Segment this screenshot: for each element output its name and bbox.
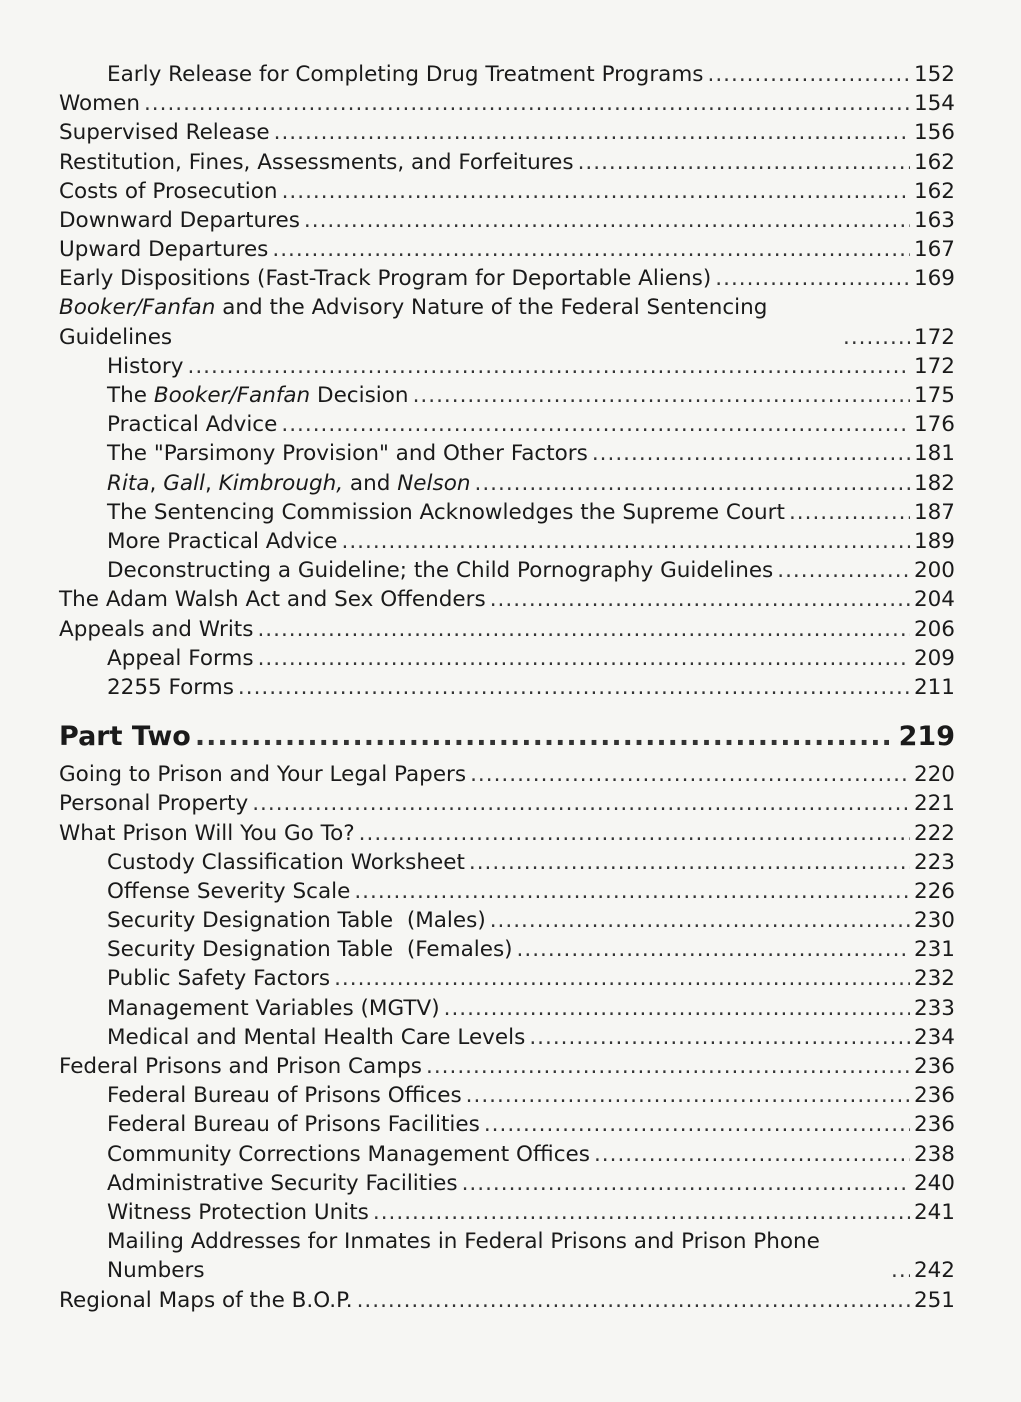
dot-leader [334, 964, 910, 993]
toc-page-number: 234 [913, 1024, 955, 1050]
toc-title-segment: Personal Property [59, 791, 249, 817]
toc-entry-title [59, 760, 466, 789]
toc-part-heading [59, 714, 955, 760]
toc-page-number: 236 [913, 1054, 955, 1079]
toc-title-segment: Restitution, Fines, Assessments, and Forfeitures [59, 149, 574, 175]
toc-page-number: 152 [913, 61, 955, 87]
toc-entry [59, 789, 955, 818]
dot-leader [359, 819, 910, 848]
toc-entry [59, 1227, 955, 1285]
toc-title-segment: , [149, 470, 164, 496]
toc-entry [59, 935, 955, 964]
toc-title-segment: Custody Classification Worksheet [107, 849, 465, 875]
toc-page-number: 162 [913, 149, 955, 175]
toc-title-segment: Community Corrections Management Offices [107, 1141, 590, 1167]
toc-page-number: 187 [913, 499, 955, 525]
toc-entry-title [107, 964, 330, 993]
toc-page-number: 204 [913, 587, 955, 613]
dot-leader [466, 1081, 910, 1110]
dot-leader [282, 177, 910, 206]
toc-entry-title [107, 877, 350, 906]
toc-title-segment: Federal Prisons and Prison Camps [59, 1054, 423, 1079]
toc-entry [59, 148, 955, 177]
dot-leader [517, 935, 910, 964]
dot-leader [342, 527, 910, 556]
toc-entry-title [107, 60, 704, 89]
toc-entry-title [59, 118, 270, 147]
toc-title-segment: Offense Severity Scale [107, 878, 351, 904]
toc-entry [59, 527, 955, 556]
toc-title-segment: What Prison Will You Go To? [59, 820, 355, 846]
toc-entry [59, 294, 955, 352]
toc-page-number: 211 [913, 674, 955, 700]
dot-leader [444, 994, 910, 1023]
dot-leader [592, 439, 910, 468]
toc-page-number: 172 [913, 353, 955, 379]
toc-title-segment: Rita [107, 470, 150, 496]
toc-title-segment: Appeals and Writs [59, 616, 254, 642]
toc-title-segment: Going to Prison and Your Legal Papers [59, 762, 467, 788]
toc-page-number: 176 [913, 412, 955, 438]
toc-page-number: 162 [913, 178, 955, 204]
toc-title-segment: Deconstructing a Guideline; the Child Pornography Guidelines [107, 558, 774, 584]
toc-entry-title [59, 264, 711, 293]
toc-title-segment: History [107, 353, 184, 379]
dot-leader [777, 556, 910, 585]
dot-leader [470, 760, 910, 789]
toc-entry-title [107, 644, 254, 673]
toc-page-number: 223 [913, 849, 955, 875]
toc-title-segment: Early Release for Completing Drug Treatment Programs [107, 61, 704, 87]
toc-entry [59, 439, 955, 468]
toc-page-number: 206 [913, 616, 955, 642]
dot-leader [274, 118, 910, 147]
toc-title-segment: Medical and Mental Health Care Levels [107, 1024, 526, 1050]
toc-entry [59, 235, 955, 264]
toc-entry [59, 673, 955, 702]
toc-title-segment: More Practical Advice [107, 529, 338, 554]
toc-entry [59, 1140, 955, 1169]
toc-page-number: 233 [913, 995, 955, 1021]
toc-entry [59, 819, 955, 848]
toc-entry-title [59, 177, 278, 206]
toc-entry [59, 264, 955, 293]
toc-title-segment: Booker/Fanfan [153, 383, 311, 409]
toc-page-number: 232 [913, 966, 955, 992]
toc-entry [59, 906, 955, 935]
toc-entry [59, 994, 955, 1023]
toc-entry-title [59, 789, 248, 818]
toc-title-segment: Decision [310, 383, 409, 409]
toc-page-number: 231 [913, 937, 955, 963]
toc-entry-title [107, 469, 470, 498]
toc-title-segment: Supervised Release [59, 120, 270, 146]
toc-title-segment: Downward Departures [59, 207, 300, 233]
toc-entry [59, 1023, 955, 1052]
toc-title-segment: Administrative Security Facilities [107, 1170, 458, 1196]
toc-entry-title [107, 1227, 887, 1285]
toc-title-segment: , [205, 470, 219, 496]
toc-page-number: 241 [913, 1199, 955, 1225]
toc-entry [59, 177, 955, 206]
toc-page-number: 226 [913, 878, 955, 904]
toc-entry [59, 206, 955, 235]
dot-leader [715, 264, 910, 293]
toc-entry [59, 410, 955, 439]
toc-title-segment: Federal Bureau of Prisons Offices [107, 1083, 462, 1109]
dot-leader [413, 381, 910, 410]
toc-title-segment: The "Parsimony Provision" and Other Factors [107, 441, 588, 467]
toc-entry-title [59, 148, 574, 177]
toc-title-segment: 2255 Forms [107, 674, 234, 700]
dot-leader [238, 673, 910, 702]
toc-page-number: 219 [898, 721, 955, 753]
toc-title-segment: The Sentencing Commission Acknowledges the Supreme Court [107, 499, 785, 525]
toc-title-segment: Federal Bureau of Prisons Facilities [107, 1112, 480, 1138]
dot-leader [843, 323, 910, 352]
dot-leader [484, 1110, 910, 1139]
toc-page-number: 251 [913, 1287, 955, 1313]
toc-entry-title [107, 527, 338, 556]
toc-entry-title [59, 89, 140, 118]
toc-title-segment: The [107, 383, 154, 409]
toc-page-number: 240 [913, 1170, 955, 1196]
toc-entry-title [59, 1286, 353, 1315]
toc-page-number: 221 [913, 791, 955, 817]
dot-leader [257, 615, 910, 644]
toc-page-number: 181 [913, 441, 955, 467]
dot-leader [252, 789, 910, 818]
toc-entry [59, 1198, 955, 1227]
toc-entry-title [107, 439, 588, 468]
toc-page-number: 167 [913, 237, 955, 263]
toc-entry [59, 469, 955, 498]
dot-leader [462, 1169, 910, 1198]
toc-title-segment: Practical Advice [107, 412, 278, 438]
dot-leader [708, 60, 910, 89]
toc-title-segment: Nelson [397, 470, 471, 496]
toc-title-segment: Women [59, 91, 140, 117]
toc-entry-title [107, 1110, 480, 1139]
toc-entry [59, 352, 955, 381]
toc-title-segment: Security Designation Table (Females) [107, 937, 513, 963]
toc-page-number: 172 [913, 324, 955, 350]
toc-entry [59, 60, 955, 89]
dot-leader [188, 352, 910, 381]
toc-page-number: 238 [913, 1141, 955, 1167]
toc-entry-title [59, 819, 355, 848]
toc-title-segment: Part Two [59, 721, 191, 753]
toc-title-segment: Booker/Fanfan [59, 295, 216, 321]
table-of-contents [59, 60, 955, 1315]
toc-page-number: 156 [913, 120, 955, 146]
dot-leader [354, 877, 910, 906]
dot-leader [490, 585, 910, 614]
toc-entry-title [107, 994, 440, 1023]
dot-leader [469, 848, 910, 877]
toc-entry [59, 118, 955, 147]
toc-entry-title [107, 1140, 590, 1169]
toc-page-number: 154 [913, 91, 955, 117]
toc-entry [59, 760, 955, 789]
toc-title-segment: Public Safety Factors [107, 966, 331, 992]
dot-leader [891, 1256, 910, 1285]
toc-entry-title [107, 1198, 369, 1227]
dot-leader [144, 89, 910, 118]
toc-title-segment: and [343, 470, 398, 496]
toc-entry [59, 615, 955, 644]
dot-leader [426, 1052, 910, 1081]
toc-title-segment: Early Dispositions (Fast-Track Program for Deportable Aliens) [59, 266, 712, 292]
toc-page-number: 230 [913, 908, 955, 934]
dot-leader [474, 469, 909, 498]
toc-entry [59, 964, 955, 993]
toc-title-segment: Security Designation Table (Males) [107, 908, 486, 934]
dot-leader [272, 235, 910, 264]
toc-title-segment: Costs of Prosecution [59, 178, 278, 204]
toc-entry [59, 1052, 955, 1081]
toc-entry-title [107, 906, 486, 935]
toc-entry-title [107, 935, 513, 964]
toc-entry [59, 498, 955, 527]
toc-entry-title [107, 352, 184, 381]
toc-entry [59, 585, 955, 614]
dot-leader [357, 1286, 910, 1315]
toc-entry-title [59, 714, 191, 760]
dot-leader [281, 410, 910, 439]
toc-entry [59, 1110, 955, 1139]
toc-title-segment: The Adam Walsh Act and Sex Offenders [59, 587, 486, 613]
dot-leader [195, 714, 895, 760]
toc-entry-title [107, 1169, 458, 1198]
toc-page-number: 200 [913, 558, 955, 584]
dot-leader [258, 644, 910, 673]
toc-entry-title [107, 498, 785, 527]
toc-entry-title [107, 410, 277, 439]
dot-leader [789, 498, 910, 527]
toc-page-number: 209 [913, 645, 955, 671]
toc-page-number: 222 [913, 820, 955, 846]
toc-title-segment: Mailing Addresses for Inmates in Federal Prisons and Prison Phone Numbers [107, 1229, 820, 1284]
toc-entry-title [107, 556, 773, 585]
toc-entry [59, 848, 955, 877]
toc-entry-title [59, 235, 268, 264]
toc-page-number: 236 [913, 1112, 955, 1138]
toc-title-segment: Witness Protection Units [107, 1199, 369, 1225]
toc-title-segment: Upward Departures [59, 237, 269, 263]
toc-entry [59, 1286, 955, 1315]
toc-entry-title [59, 293, 839, 351]
toc-entry [59, 644, 955, 673]
toc-entry-title [59, 585, 486, 614]
toc-title-segment: and the Advisory Nature of the Federal Sentencing Guidelines [59, 295, 768, 350]
toc-page-number: 242 [913, 1258, 955, 1284]
toc-title-segment: Gall [163, 470, 205, 496]
toc-entry [59, 89, 955, 118]
dot-leader [304, 206, 910, 235]
toc-entry-title [107, 673, 234, 702]
dot-leader [490, 906, 910, 935]
toc-page-number: 220 [913, 762, 955, 788]
toc-title-segment: Regional Maps of the B.O.P. [59, 1287, 353, 1313]
dot-leader [529, 1023, 910, 1052]
dot-leader [373, 1198, 910, 1227]
toc-title-segment: Management Variables (MGTV) [107, 995, 440, 1021]
toc-entry-title [107, 381, 409, 410]
toc-page-number: 189 [913, 529, 955, 554]
toc-title-segment: Kimbrough, [218, 470, 344, 496]
toc-entry [59, 877, 955, 906]
toc-entry-title [59, 615, 253, 644]
dot-leader [578, 148, 910, 177]
toc-entry [59, 1169, 955, 1198]
toc-page-number: 175 [913, 383, 955, 409]
toc-entry-title [59, 206, 300, 235]
toc-entry [59, 1081, 955, 1110]
toc-entry-title [59, 1052, 422, 1081]
toc-entry-title [107, 848, 465, 877]
dot-leader [594, 1140, 910, 1169]
toc-page-number: 169 [913, 266, 955, 292]
toc-page-number: 182 [913, 470, 955, 496]
toc-title-segment: Appeal Forms [107, 645, 254, 671]
toc-entry [59, 381, 955, 410]
toc-entry [59, 556, 955, 585]
toc-page-number: 163 [913, 207, 955, 233]
toc-entry-title [107, 1023, 525, 1052]
toc-entry-title [107, 1081, 462, 1110]
toc-page-number: 236 [913, 1083, 955, 1109]
